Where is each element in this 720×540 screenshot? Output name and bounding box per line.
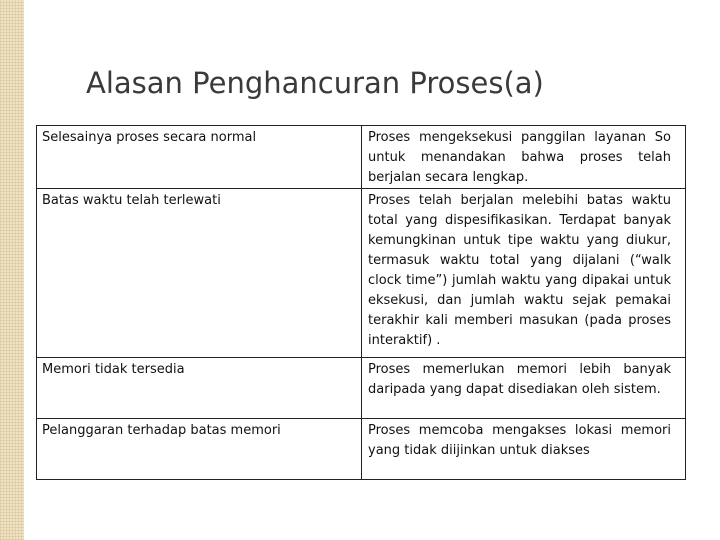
description-cell: Proses telah berjalan melebihi batas waktu total yang dispesifikasikan. Terdapat banyak kemungkinan untuk tipe waktu yang diukur, termasuk waktu total yang dijalani (“walk clock time”) jumlah waktu yang dipakai untuk eksekusi, dan jumlah waktu sejak pemakai terakhir kali memberi masukan (pada proses interaktif) . [362,189,686,358]
table-row [37,358,686,419]
table-row [37,126,686,189]
table-row [37,189,686,358]
table-row [37,419,686,480]
reason-cell: Pelanggaran terhadap batas memori [37,419,362,480]
slide-title: Alasan Penghancuran Proses(a) [86,66,544,100]
reason-cell: Batas waktu telah terlewati [37,189,362,358]
description-cell: Proses mengeksekusi panggilan layanan So untuk menandakan bahwa proses telah berjalan secara lengkap. [362,126,686,189]
decorative-side-strip [0,0,24,540]
reason-cell: Memori tidak tersedia [37,358,362,419]
description-cell: Proses memcoba mengakses lokasi memori yang tidak diijinkan untuk diakses [362,419,686,480]
reason-cell: Selesainya proses secara normal [37,126,362,189]
description-cell: Proses memerlukan memori lebih banyak daripada yang dapat disediakan oleh sistem. [362,358,686,419]
reasons-table [36,125,686,480]
